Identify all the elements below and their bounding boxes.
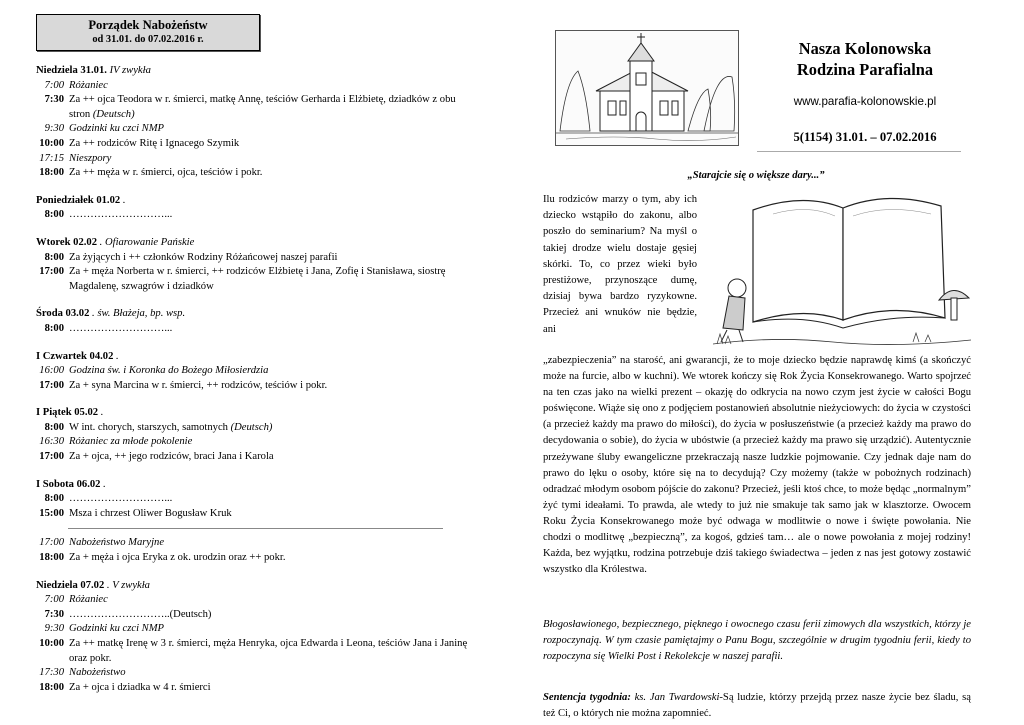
article-quote: „Starajcie się o większe dary...” bbox=[687, 170, 825, 181]
mass-intention bbox=[69, 536, 472, 551]
intention-text: Za + męża i ojca Eryka z ok. urodzin oraz ++ pokr. bbox=[69, 552, 286, 564]
language-note: (Deutsch) bbox=[92, 108, 135, 120]
day-note: . bbox=[103, 478, 106, 490]
day-note: . bbox=[122, 194, 126, 206]
mass-time: 8:00 bbox=[44, 493, 64, 505]
mass-schedule bbox=[36, 14, 472, 695]
schedule-row bbox=[36, 251, 472, 266]
mass-time: 17:15 bbox=[39, 152, 64, 164]
mass-intention bbox=[69, 137, 472, 152]
mass-time: 7:00 bbox=[44, 79, 64, 91]
blessing-text: Błogosławionego, bezpiecznego, pięknego i owocnego czasu ferii zimowych dla wszystkich, którzy je rozpoczynają. W tym czasie pamiętajmy o Panu Bogu, szczególnie w drugim tygodniu ferii, kiedy to rozpoczyna się Wielki Post i Rekolekcje w naszej parafii. bbox=[543, 619, 971, 662]
mass-intention bbox=[69, 450, 472, 465]
day-name: Środa 03.02 bbox=[36, 308, 90, 320]
book-illustration bbox=[713, 190, 971, 348]
schedule-day bbox=[36, 579, 472, 696]
divider bbox=[68, 528, 443, 529]
day-name: I Czwartek 04.02 bbox=[36, 350, 114, 362]
mass-intention bbox=[69, 364, 472, 379]
schedule-row bbox=[36, 93, 472, 122]
intention-text: W int. chorych, starszych, samotnych bbox=[69, 421, 228, 433]
schedule-row bbox=[36, 608, 472, 623]
mass-time: 16:00 bbox=[39, 365, 64, 377]
mass-intention bbox=[69, 421, 472, 436]
day-name: Niedziela 31.01. bbox=[36, 65, 107, 76]
schedule-day-extra bbox=[36, 536, 472, 565]
day-name: Poniedziałek 01.02 bbox=[36, 194, 121, 206]
issue-number: 5(1154) 31.01. – 07.02.2016 bbox=[793, 130, 937, 144]
sentence-text: -Są ludzie, którzy przejdą przez nasze życie bez śladu, są też Ci, o których nie można zapomnieć. bbox=[543, 692, 971, 719]
intention-text: ………………………..(Deutsch) bbox=[69, 608, 212, 620]
mass-time: 18:00 bbox=[39, 167, 64, 179]
intention-text: Nieszpory bbox=[69, 152, 112, 164]
schedule-row bbox=[36, 137, 472, 152]
intention-text: Godzinki ku czci NMP bbox=[69, 623, 165, 635]
sentence-author: ks. Jan Twardowski bbox=[634, 692, 720, 703]
mass-intention bbox=[69, 622, 472, 637]
mass-intention bbox=[69, 208, 472, 223]
mass-time: 18:00 bbox=[39, 552, 64, 564]
parish-title bbox=[761, 38, 969, 80]
mass-time: 8:00 bbox=[44, 251, 64, 263]
schedule-day bbox=[36, 64, 472, 181]
intention-text: Za + syna Marcina w r. śmierci, ++ rodziców, teściów i pokr. bbox=[69, 379, 328, 391]
mass-time: 17:00 bbox=[39, 451, 64, 463]
schedule-row bbox=[36, 421, 472, 436]
day-note: . V zwykła bbox=[106, 579, 150, 591]
schedule-day bbox=[36, 307, 472, 336]
day-name: Niedziela 07.02 bbox=[36, 579, 105, 591]
mass-time: 18:00 bbox=[39, 681, 64, 693]
day-title bbox=[36, 406, 472, 421]
mass-time: 17:00 bbox=[39, 537, 64, 549]
day-title bbox=[36, 579, 472, 594]
intention-text: Za ++ męża w r. śmierci, ojca, teściów i pokr. bbox=[69, 167, 263, 179]
mass-time: 8:00 bbox=[44, 322, 64, 334]
intention-text: ………………………... bbox=[69, 322, 173, 334]
schedule-row bbox=[36, 379, 472, 394]
day-note: . św. Błażeja, bp. wsp. bbox=[92, 308, 186, 320]
language-note: (Deutsch) bbox=[230, 421, 273, 433]
mass-intention bbox=[69, 435, 472, 450]
schedule-row bbox=[36, 536, 472, 551]
mass-time: 15:00 bbox=[39, 507, 64, 519]
article-body bbox=[543, 353, 971, 578]
schedule-row bbox=[36, 435, 472, 450]
mass-time: 17:00 bbox=[39, 379, 64, 391]
day-note: . Ofiarowanie Pańskie bbox=[99, 236, 195, 248]
intention-text: Msza i chrzest Oliwer Bogusław Kruk bbox=[69, 507, 232, 519]
intention-text: Za + męża Norberta w r. śmierci, ++ rodziców Elżbietę i Jana, Zofię i Stanisława, siostrę Magdalenę, szwagrów i dziadków bbox=[69, 266, 446, 292]
intention-text: Za ++ rodziców Ritę i Ignacego Szymik bbox=[69, 137, 240, 149]
schedule-row bbox=[36, 208, 472, 223]
day-name: I Sobota 06.02 bbox=[36, 478, 101, 490]
schedule-row bbox=[36, 622, 472, 637]
day-title bbox=[36, 194, 472, 209]
mass-time: 9:30 bbox=[44, 123, 64, 135]
intention-text: Za żyjących i ++ członków Rodziny Różańcowej naszej parafii bbox=[69, 251, 338, 263]
mass-intention bbox=[69, 251, 472, 266]
schedule-day bbox=[36, 478, 472, 522]
mass-intention bbox=[69, 666, 472, 681]
intention-text: ………………………... bbox=[69, 493, 173, 505]
intention-text: Za + ojca, ++ jego rodziców, braci Jana i Karola bbox=[69, 451, 274, 463]
mass-time: 17:30 bbox=[39, 667, 64, 679]
day-name: Wtorek 02.02 bbox=[36, 236, 98, 248]
schedule-row bbox=[36, 166, 472, 181]
mass-intention bbox=[69, 93, 472, 122]
schedule-day bbox=[36, 406, 472, 464]
day-title bbox=[36, 307, 472, 322]
title-line-2: Rodzina Parafialna bbox=[796, 60, 934, 79]
day-note: IV zwykła bbox=[109, 65, 151, 76]
intention-text: Za ++ ojca Teodora w r. śmierci, matkę Annę, teściów Gerharda i Elżbietę, dziadków z obu stron bbox=[69, 94, 456, 120]
intention-text: Godzinki ku czci NMP bbox=[69, 123, 165, 135]
mass-intention bbox=[69, 608, 472, 623]
schedule-row bbox=[36, 152, 472, 167]
schedule-title: Porządek Nabożeństw bbox=[88, 18, 208, 32]
mass-time: 8:00 bbox=[44, 209, 64, 221]
day-title bbox=[36, 236, 472, 251]
mass-intention bbox=[69, 322, 472, 337]
schedule-row bbox=[36, 666, 472, 681]
mass-intention bbox=[69, 637, 472, 666]
day-note: . bbox=[116, 350, 119, 362]
sentence-label: Sentencja tygodnia: bbox=[543, 692, 631, 703]
title-line-1: Nasza Kolonowska bbox=[798, 39, 932, 58]
mass-intention bbox=[69, 79, 472, 94]
mass-time: 17:00 bbox=[39, 266, 64, 278]
article-text: „zabezpieczenia” na starość, ani gwarancji, że to moje dziecko będzie naprawdę kimś (a skończyć może na furcie, albo w kuchni). We wtorek kończy się Rok Życia Konsekrowanego. Warto spojrzeć na ten czas jako na wielki prezent – okazję do odkrycia na nowo czym jest życie w całości Bogu poświęcone. Wiąże się ono z podjęciem postanowień absolutnie nieżyciowych: do życia w czystości (a przecież każdy ma prawo do miłości), do życia w posłuszeństwie (a przecież każdy ma prawo do decydowania o sobie), do życia w ubóstwie (a przecież każdy ma prawo się urządzić). Autentycznie przeżywane śluby ewangeliczne przekraczają nasze ludzkie pojmowanie. Czy jednak daje nam do prawo do lęku o osoby, które się na to decydują? Czy możemy (także w pobożnych rodzinach) odradzać młodym osobom pójście do zakonu? Przecież, jeśli ktoś chce, to może będąc „normalnym” żyć tymi ideałami. To prawda, ale wtedy to już nie smakuje tak samo jak w klasztorze. Owocem Roku Życia Konsekrowanego może być odwaga w modlitwie o nowe i święte powołania. Nie chodzi o modlitwę „bezpieczną”, za kogoś, gdzieś tam… ale o nowe powołania z mojej rodziny! Każda, bez wyjątku, rodzina potrzebuje dziś takiego świadectwa – jeden z nas jest gotowy zostawić wszystko dla Królestwa. bbox=[543, 355, 971, 576]
day-title bbox=[36, 478, 472, 493]
mass-time: 10:00 bbox=[39, 137, 64, 149]
weekly-sentence bbox=[543, 690, 971, 722]
mass-intention bbox=[69, 166, 472, 181]
intention-text: Godzina św. i Koronka do Bożego Miłosierdzia bbox=[69, 365, 269, 377]
schedule-day bbox=[36, 194, 472, 223]
intention-text: Za + ojca i dziadka w 4 r. śmierci bbox=[69, 681, 211, 693]
mass-intention bbox=[69, 681, 472, 696]
schedule-days bbox=[36, 64, 472, 695]
schedule-row bbox=[36, 265, 472, 294]
intention-text: Nabożeństwo bbox=[69, 667, 126, 679]
parish-url[interactable]: www.parafia-kolonowskie.pl bbox=[793, 95, 937, 108]
schedule-row bbox=[36, 551, 472, 566]
mass-intention bbox=[69, 551, 472, 566]
schedule-row bbox=[36, 79, 472, 94]
schedule-row bbox=[36, 637, 472, 666]
day-name: I Piątek 05.02 bbox=[36, 407, 99, 419]
mass-time: 9:30 bbox=[44, 623, 64, 635]
mass-intention bbox=[69, 492, 472, 507]
intention-text: Nabożeństwo Maryjne bbox=[69, 537, 165, 549]
church-illustration bbox=[555, 30, 739, 146]
schedule-row bbox=[36, 122, 472, 137]
schedule-row bbox=[36, 492, 472, 507]
schedule-row bbox=[36, 593, 472, 608]
schedule-row bbox=[36, 364, 472, 379]
day-note: . bbox=[100, 407, 104, 419]
mass-intention bbox=[69, 593, 472, 608]
schedule-row bbox=[36, 450, 472, 465]
mass-time: 10:00 bbox=[39, 638, 64, 649]
schedule-row bbox=[36, 507, 472, 522]
intention-text: Różaniec bbox=[69, 594, 108, 606]
mass-intention bbox=[69, 152, 472, 167]
day-title bbox=[36, 64, 472, 79]
article-intro: Ilu rodziców marzy o tym, aby ich dziecko wstąpiło do zakonu, albo poszło do seminarium? Na myśl o takiej drodze wielu dostaje gęsiej skórki. To, co przez wieki było prestiżowe, przynoszące dumę, dzisiaj bywa bardzo ryzykowne. Przecież ani wnuków nie będzie, ani bbox=[543, 194, 697, 335]
schedule-row bbox=[36, 681, 472, 696]
mass-intention bbox=[69, 122, 472, 137]
mass-time: 7:30 bbox=[44, 94, 64, 106]
mass-time: 16:30 bbox=[39, 436, 64, 448]
intention-text: ………………………... bbox=[69, 209, 173, 221]
intention-text: Różaniec bbox=[69, 79, 108, 91]
mass-intention bbox=[69, 507, 472, 522]
schedule-dates: od 31.01. do 07.02.2016 r. bbox=[92, 34, 204, 45]
mass-intention bbox=[69, 265, 472, 294]
intention-text: Różaniec za młode pokolenie bbox=[69, 436, 193, 448]
mass-intention bbox=[69, 379, 472, 394]
divider bbox=[757, 151, 961, 152]
schedule-day bbox=[36, 236, 472, 294]
mass-time: 8:00 bbox=[44, 421, 64, 433]
schedule-header bbox=[36, 14, 260, 51]
day-title bbox=[36, 350, 472, 365]
mass-time: 7:00 bbox=[44, 594, 64, 606]
mass-time: 7:30 bbox=[44, 608, 64, 620]
schedule-day bbox=[36, 350, 472, 394]
intention-text: Za ++ matkę Irenę w 3 r. śmierci, męża Henryka, ojca Edwarda i Leona, teściów Jana i Janinę oraz pokr. bbox=[69, 638, 468, 664]
schedule-row bbox=[36, 322, 472, 337]
